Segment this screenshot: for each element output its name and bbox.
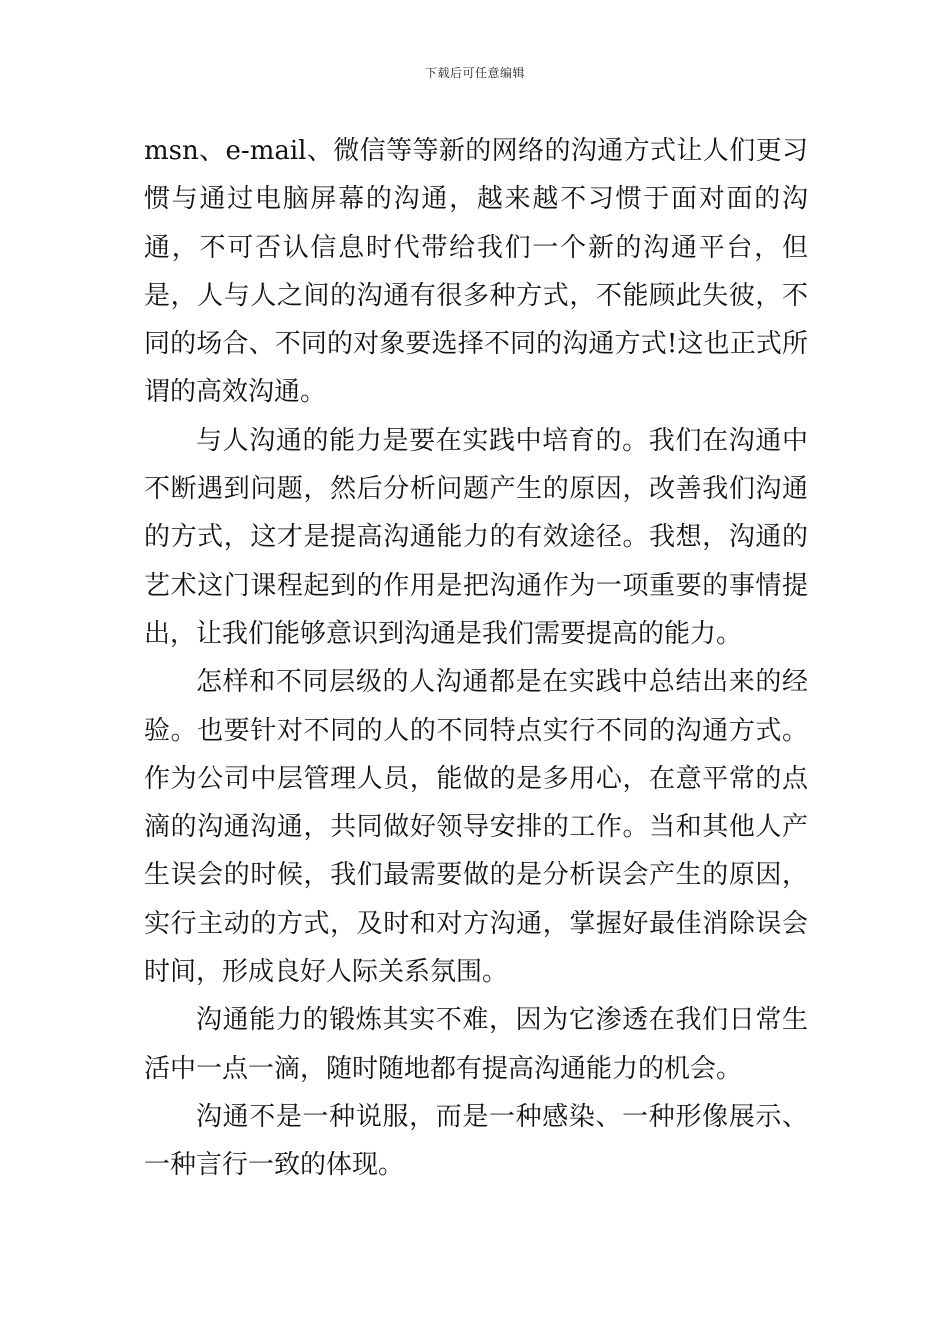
page-header: 下载后可任意编辑 <box>424 66 525 80</box>
paragraph-1: msn、e-mail、微信等等新的网络的沟通方式让人们更习惯与通过电脑屏幕的沟通，越来越不习惯于面对面的沟通，不可否认信息时代带给我们一个新的沟通平台，但是，人与人之间的沟通有很多种方式，不能顾此失彼，不同的场合、不同的对象要选择不同的沟通方式!这也正式所谓的高效沟通。 <box>144 136 808 408</box>
paragraph-5: 沟通不是一种说服，而是一种感染、一种形像展示、一种言行一致的体现。 <box>144 1101 808 1181</box>
paragraph-3: 怎样和不同层级的人沟通都是在实践中总结出来的经验。也要针对不同的人的不同特点实行不同的沟通方式。作为公司中层管理人员，能做的是多用心，在意平常的点滴的沟通沟通，共同做好领导安排的工作。当和其他人产生误会的时候，我们最需要做的是分析误会产生的原因，实行主动的方式，及时和对方沟通，掌握好最佳消除误会时间，形成良好人际关系氛围。 <box>144 667 808 988</box>
paragraph-4: 沟通能力的锻炼其实不难，因为它渗透在我们日常生活中一点一滴，随时随地都有提高沟通能力的机会。 <box>144 1005 808 1084</box>
document-body <box>144 127 808 1190</box>
paragraph-2: 与人沟通的能力是要在实践中培育的。我们在沟通中不断遇到问题，然后分析问题产生的原因，改善我们沟通的方式，这才是提高沟通能力的有效途径。我想，沟通的艺术这门课程起到的作用是把沟通作为一项重要的事情提出，让我们能够意识到沟通是我们需要提高的能力。 <box>144 425 808 649</box>
